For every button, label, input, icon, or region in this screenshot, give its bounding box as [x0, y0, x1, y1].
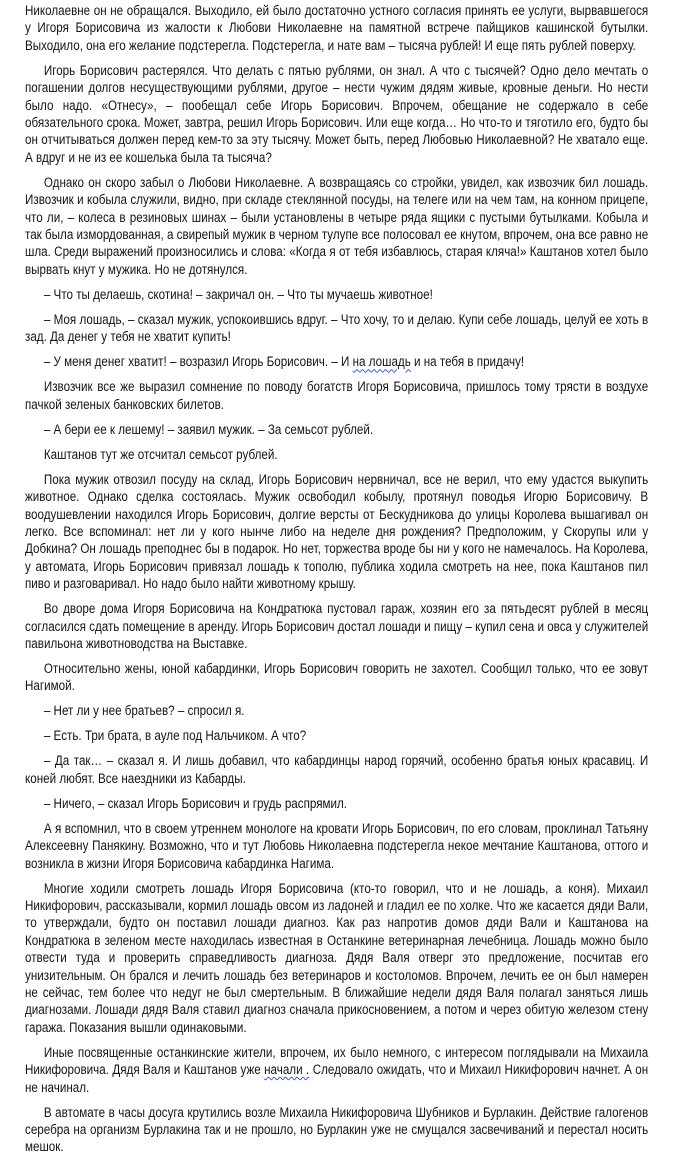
dialogue-line-5: – Нет ли у нее братьев? – спросил я.	[43, 703, 245, 720]
dialogue-line-2: – Моя лошадь, – сказал мужик, успокоившись вдруг. – Что хочу, то и делаю. Купи себе лошадь, целуй ее хоть в зад. Да денег у тебя не хватит купить!	[25, 311, 649, 346]
paragraph-2: Игорь Борисович растерялся. Что делать с пятью рублями, он знал. А что с тысячей? Одно дело мечтать о погашении долгов несуществующими рублями, другое – нести чужим дядям живые, кровные деньги. Но нести было надо. «Отнесу», – пообещал себе Игорь Борисович. Впрочем, обещание не содержало в себе обязательного срока. Может, завтра, решил Игорь Борисович. Или еще когда… Но что-то и тяготило его, будто бы он отчитываться должен перед кем-то за эту тысячу. Может быть, перед Любовью Николаевной? Не хватало еще. А вдруг и не из ее кошелька была та тысяча?	[25, 62, 649, 166]
dialogue-line-4: – А бери ее к лешему! – заявил мужик. – За семьсот рублей.	[43, 421, 374, 438]
text-run: Иные посвященные останкинские жители, впрочем, их было немного, с интересом поглядывали на Михаила Никифоровича. Дядя Валя и Каштанов уже	[25, 1044, 649, 1079]
text-run: – У меня денег хватит! – возразил Игорь Борисович. – И	[43, 354, 353, 371]
paragraph-11: Во дворе дома Игоря Борисовича на Кондратюка пустовал гараж, хозяин его за пятьдесят рублей в месяц согласился сдать помещение в аренду. Игорь Борисович достал лошади и пищу – купил сена и овса у служителей павильона животноводства на Выставке.	[25, 601, 649, 652]
spellcheck-marked-text[interactable]: начали .	[264, 1062, 310, 1079]
text-run: Следовало ожидать, что и Михаил Никифорович начнет. А он не начинал.	[25, 1062, 649, 1096]
dialogue-line-7: – Да так… – сказал я. И лишь добавил, что кабардинцы народ горячий, особенно братья юных красавиц. И коней любят. Все наездники из Кабарды.	[25, 753, 649, 787]
paragraph-9: Каштанов тут же отсчитал семьсот рублей.	[43, 446, 278, 463]
dialogue-line-6: – Есть. Три брата, в ауле под Нальчиком. А что?	[43, 728, 307, 745]
paragraph-12: Относительно жены, юной кабардинки, Игорь Борисович говорить не захотел. Сообщил только, что ее зовут Нагимой.	[25, 660, 649, 695]
paragraph-1: Николаевне он не обращался. Выходило, ей было достаточно устного согласия принять ее услуги, вырвавшегося у Игоря Борисовича из жалости к Любови Николаевне на памятной встрече пайщиков кашинской бутылки. Выходило, она его желание подстерегла. Подстерегла, и нате вам – тысяча рублей! И еще пять рублей поверху.	[25, 3, 649, 54]
paragraph-19	[25, 1045, 648, 1097]
dialogue-line-8: – Ничего, – сказал Игорь Борисович и грудь распрямил.	[43, 795, 348, 812]
paragraph-10: Пока мужик отвозил посуду на склад, Игорь Борисович нервничал, все не верил, что ему удастся выкупить животное. Однако сделка состоялась. Мужик освободил кобылу, протянул поводья Игорю Борисовичу. В воодушевлении находился Игорь Борисович, долгие версты от Бескудникова до улицы Королева вышагивал он легко. Все вспоминал: нет ли у кого нынче либо на неделе дня рождения? Предположим, у Скорупы или у Добкина? Он лошадь преподнес бы в подарок. Но нет, торжества вроде бы ни у кого не намечалось. На Королева, у автомата, Игорь Борисович привязал лошадь к тополю, публика ходила смотреть на нее, пока Каштанов пил пиво и разговаривал. Но надо было найти животному крышу.	[25, 471, 649, 593]
text-run: и на тебя в придачу!	[410, 354, 525, 371]
paragraph-18: Многие ходили смотреть лошадь Игоря Борисовича (кто-то говорил, что и не лошадь, а коня). Михаил Никифорович, рассказывали, кормил лошадь овсом из ладоней и гладил ее по холке. Что же касается дяди Вали, то утверждали, будто он поставил лошади диагноз. Как раз напротив домов дяди Вали и Каштанова на Кондратюка в зеленом месте находилась известная в Останкине ветеринарная лечебница. Лошадь можно было отвести туда и проверить справедливость диагноза. Дядя Валя отверг это предложение, посчитав его унизительным. Он брался и лечить лошадь без ветеринаров и костоломов. Впрочем, лечить ее он был намерен не сейчас, тем более что недуг не был смертельным. В ближайшие недели дядя Валя полагал заняться лишь диагнозами. Лошади дядя Валя ставил диагноз сначала прикосновением, а потом и через обитую железом стену гаража. Показания вышли одинаковыми.	[25, 880, 649, 1036]
dialogue-line-1: – Что ты делаешь, скотина! – закричал он. – Что ты мучаешь животное!	[43, 286, 433, 303]
spellcheck-marked-text[interactable]: на лошадь	[352, 354, 411, 371]
paragraph-7: Извозчик все же выразил сомнение по поводу богатств Игоря Борисовича, пришлось тому трясти в воздухе пачкой зеленых банковских билетов.	[25, 379, 649, 413]
dialogue-line-3	[25, 354, 648, 371]
document-page	[25, 3, 648, 1164]
paragraph-3: Однако он скоро забыл о Любови Николаевне. А возвращаясь со стройки, увидел, как извозчик бил лошадь. Извозчик и кобыла служили, видно, при складе стеклянной посуды, на телеге или на чем там, на конном прицепе, что ли, – колеса в резиновых шинах – были установлены в четыре ряда ящики с пустыми бутылками. Кобыла и так была измордованная, а свирепый мужик в черном тулупе все полосовал ее кнутом, впрочем, она все равно не шла. Среди выражений произносились и слова: «Когда я от тебя избавлюсь, старая кляча!» Каштанов хотел было вырвать кнут у мужика. Но не дотянулся.	[25, 174, 649, 278]
paragraph-17: А я вспомнил, что в своем утреннем монологе на кровати Игорь Борисович, по его словам, проклинал Татьяну Алексеевну Панякину. Возможно, что и тут Любовь Николаевна подстерегла некое мечтание Каштанова, оттого и возникла в жизни Игоря Борисовича кабардинка Нагима.	[25, 820, 649, 872]
paragraph-20: В автомате в часы досуга крутились возле Михаила Никифоровича Шубников и Бурлакин. Действие галогенов серебра на организм Бурлакина так и не прошло, но Бурлакин уже не смущался засвечиваний и перестал носить мешок.	[25, 1104, 649, 1156]
